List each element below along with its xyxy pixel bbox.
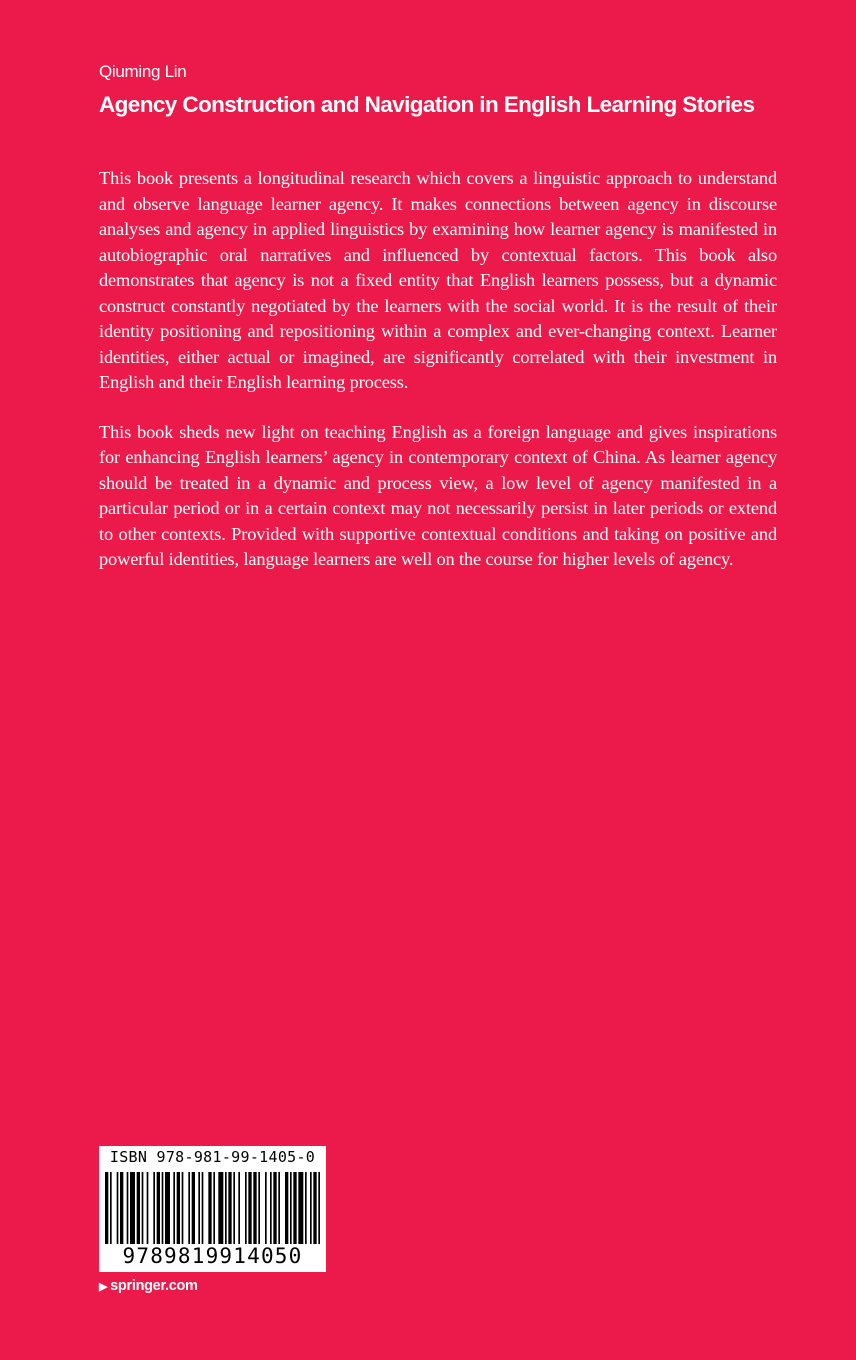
barcode-digits: 9789819914050 — [122, 1244, 303, 1268]
barcode-icon — [105, 1172, 320, 1244]
book-title: Agency Construction and Navigation in English Learning Stories — [99, 92, 755, 117]
blurb-paragraph-2: This book sheds new light on teaching English as a foreign language and gives inspirations for enhancing English learners’ agency in contemporary context of China. As learner agency should be treated in a dynamic and process view, a low level of agency manifested in a particular period or in a certain context may not necessarily persist in later periods or extend to other contexts. Provided with supportive contextual conditions and taking on positive and powerful identities, language learners are well on the course for higher levels of agency. — [99, 421, 777, 569]
author-name: Qiuming Lin — [99, 62, 187, 81]
blurb-paragraph-1: This book presents a longitudinal research which covers a linguistic approach to understand and observe language learner agency. It makes connections between agency in discourse analyses and agency in applied linguistics by examining how learner agency is manifested in autobiographic oral narratives and influenced by contextual factors. This book also demonstrates that agency is not a fixed entity that English learners possess, but a dynamic construct constantly negotiated by the learners with the social world. It is the result of their identity positioning and repositioning within a complex and ever-changing context. Learner identities, either actual or imagined, are significantly correlated with their investment in English and their English learning process. — [99, 168, 777, 392]
publisher-url: springer.com — [110, 1278, 198, 1294]
arrow-right-icon: ▶ — [99, 1281, 108, 1293]
isbn-barcode-box — [99, 1146, 326, 1272]
isbn-label: ISBN 978-981-99-1405-0 — [109, 1148, 316, 1166]
publisher-link[interactable] — [99, 1278, 198, 1294]
blurb — [99, 166, 777, 597]
